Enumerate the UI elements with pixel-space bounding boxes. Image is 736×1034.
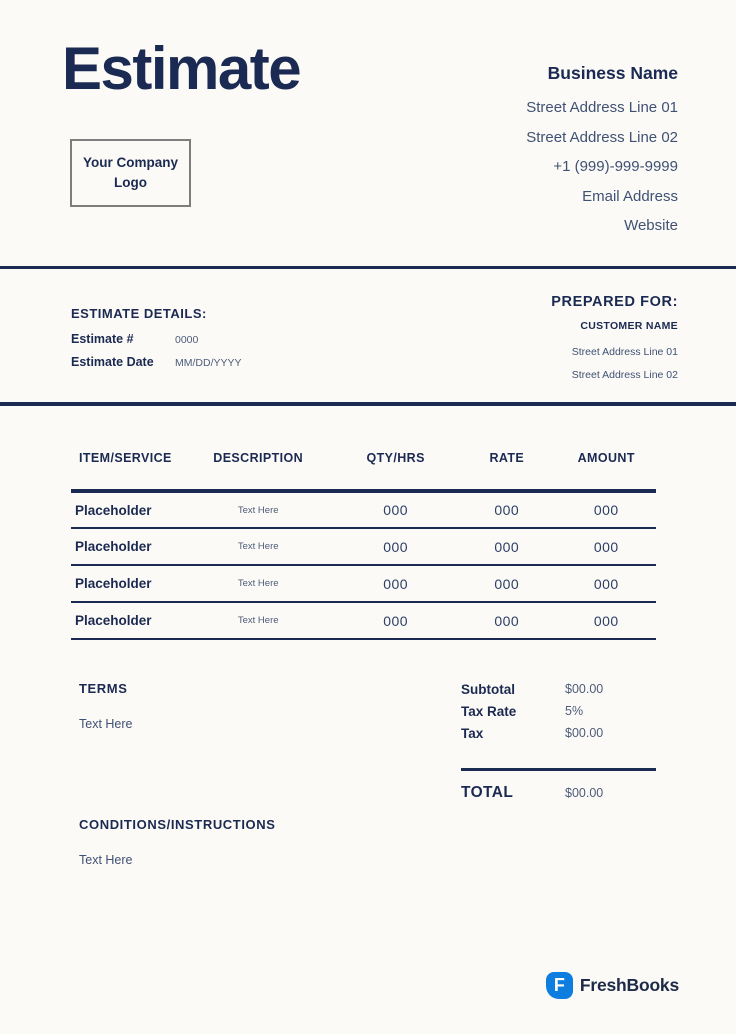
business-email: Email Address bbox=[582, 187, 678, 205]
row-description: Text Here bbox=[182, 602, 334, 639]
customer-name: CUSTOMER NAME bbox=[580, 320, 678, 332]
items-table bbox=[71, 447, 656, 640]
estimate-date-value: MM/DD/YYYY bbox=[175, 357, 242, 369]
divider-details bbox=[0, 402, 736, 406]
estimate-details-heading: ESTIMATE DETAILS: bbox=[71, 306, 207, 321]
business-info bbox=[526, 63, 678, 241]
row-item: Placeholder bbox=[71, 491, 182, 528]
subtotal-value: $00.00 bbox=[565, 682, 604, 696]
tax-value: $00.00 bbox=[565, 726, 604, 740]
header-rate: RATE bbox=[457, 447, 556, 491]
divider-top bbox=[0, 266, 736, 269]
header-amount: AMOUNT bbox=[557, 447, 656, 491]
row-rate: 000 bbox=[457, 491, 556, 528]
estimate-details bbox=[71, 306, 242, 378]
terms-section bbox=[79, 681, 133, 731]
table-row bbox=[71, 528, 656, 565]
freshbooks-brand-name: FreshBooks bbox=[579, 975, 679, 995]
terms-body: Text Here bbox=[79, 717, 133, 731]
customer-address-line-2: Street Address Line 02 bbox=[571, 368, 678, 381]
estimate-number-label: Estimate # bbox=[71, 332, 134, 346]
header-qty-hrs: QTY/HRS bbox=[334, 447, 457, 491]
table-row bbox=[71, 602, 656, 639]
tax-row bbox=[461, 726, 656, 748]
row-item: Placeholder bbox=[71, 565, 182, 602]
row-qty: 000 bbox=[334, 491, 457, 528]
estimate-date-row bbox=[71, 355, 242, 378]
subtotal-row bbox=[461, 682, 656, 704]
conditions-section bbox=[79, 817, 276, 867]
header-item-service: ITEM/SERVICE bbox=[71, 447, 182, 491]
company-logo-placeholder bbox=[70, 139, 191, 207]
row-qty: 000 bbox=[334, 602, 457, 639]
table-row bbox=[71, 565, 656, 602]
conditions-body: Text Here bbox=[79, 853, 133, 867]
tax-rate-label: Tax Rate bbox=[461, 704, 517, 719]
row-amount: 000 bbox=[557, 491, 656, 528]
tax-rate-row bbox=[461, 704, 656, 726]
row-description: Text Here bbox=[182, 491, 334, 528]
subtotal-label: Subtotal bbox=[461, 682, 515, 697]
row-rate: 000 bbox=[457, 528, 556, 565]
tax-rate-value: 5% bbox=[565, 704, 584, 718]
row-description: Text Here bbox=[182, 565, 334, 602]
row-rate: 000 bbox=[457, 565, 556, 602]
freshbooks-logo-icon: F bbox=[546, 972, 573, 999]
conditions-heading: CONDITIONS/INSTRUCTIONS bbox=[79, 817, 276, 832]
business-address-line-1: Street Address Line 01 bbox=[526, 99, 678, 116]
tax-label: Tax bbox=[461, 726, 484, 741]
table-row bbox=[71, 491, 656, 528]
total-value: $00.00 bbox=[565, 786, 604, 800]
row-rate: 000 bbox=[457, 602, 556, 639]
freshbooks-brand bbox=[546, 972, 679, 999]
items-table-header-row bbox=[71, 447, 656, 491]
terms-heading: TERMS bbox=[79, 681, 128, 696]
business-phone: +1 (999)-999-9999 bbox=[553, 158, 678, 175]
page-title: Estimate bbox=[62, 35, 301, 102]
header-description: DESCRIPTION bbox=[182, 447, 334, 491]
totals-section bbox=[461, 682, 656, 802]
estimate-date-label: Estimate Date bbox=[71, 355, 154, 369]
customer-address-line-1: Street Address Line 01 bbox=[571, 346, 678, 358]
total-row bbox=[461, 784, 656, 802]
business-address-line-2: Street Address Line 02 bbox=[526, 128, 678, 146]
row-amount: 000 bbox=[557, 602, 656, 639]
row-description: Text Here bbox=[182, 528, 334, 565]
row-amount: 000 bbox=[557, 528, 656, 565]
row-item: Placeholder bbox=[71, 528, 182, 565]
estimate-number-row bbox=[71, 332, 242, 355]
estimate-number-value: 0000 bbox=[175, 334, 199, 346]
prepared-for-heading: PREPARED FOR: bbox=[551, 294, 678, 310]
total-label: TOTAL bbox=[461, 784, 514, 801]
prepared-for bbox=[551, 294, 678, 386]
business-name: Business Name bbox=[547, 63, 678, 83]
row-item: Placeholder bbox=[71, 602, 182, 639]
row-amount: 000 bbox=[557, 565, 656, 602]
business-website: Website bbox=[624, 217, 678, 234]
company-logo-label: Your Company Logo bbox=[82, 155, 178, 190]
row-qty: 000 bbox=[334, 565, 457, 602]
row-qty: 000 bbox=[334, 528, 457, 565]
totals-divider bbox=[461, 768, 656, 771]
